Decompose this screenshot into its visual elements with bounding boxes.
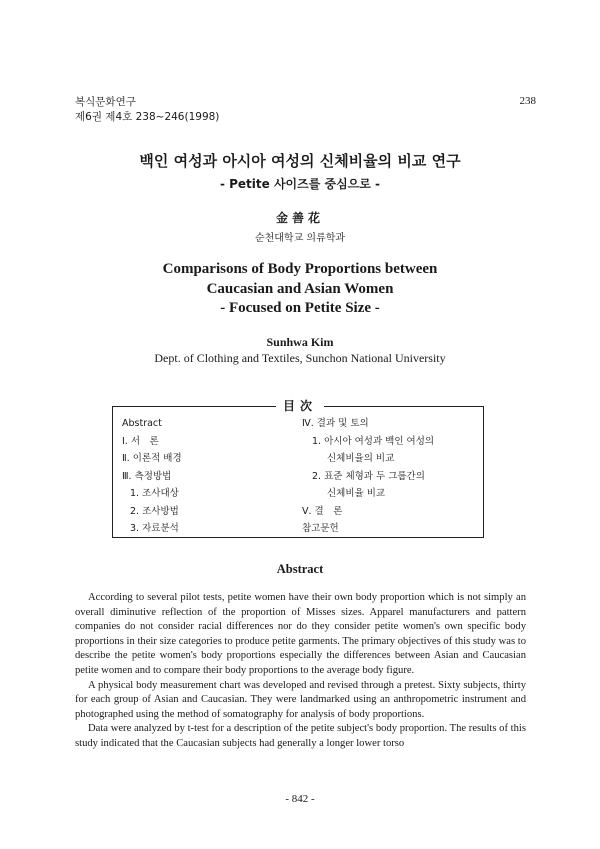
volume-info: 제6권 제4호 238~246(1998) xyxy=(75,111,220,123)
abstract-body xyxy=(75,591,526,752)
toc-item: 1. 아시아 여성과 백인 여성의 xyxy=(312,435,435,447)
abstract-paragraph: A physical body measurement chart was developed and revised through a pretest. Sixty subjects, thirty for each group of Asian and Caucasian. They were landmarked using an anthropometric instrument and photographed using the method of somatography for analysis of body proportions. xyxy=(75,679,526,720)
toc-item: 신체비율의 비교 xyxy=(327,453,395,464)
affiliation-english: Dept. of Clothing and Textiles, Sunchon National University xyxy=(154,351,446,365)
abstract-heading: Abstract xyxy=(276,562,324,576)
toc-item: 1. 조사대상 xyxy=(130,488,179,499)
toc-item: 2. 표준 체형과 두 그룹간의 xyxy=(312,470,425,482)
abstract-paragraph: According to several pilot tests, petite women have their own body proportion which is not simply an overall diminutive reflection of the proportion of Misses sizes. Apparel manufacturers and pattern companies do not consider racial differences nor do they consider petite women's own specific body proportions in their size categories to produce petite garments. The primary objectives of this study was to describe the petite women's body proportions especially the differences between Asian and Caucasian petite women and to compare their body proportions to the average body figure. xyxy=(75,592,526,676)
toc-item: 참고문헌 xyxy=(302,523,339,534)
english-title xyxy=(0,260,600,319)
page-number: 238 xyxy=(519,95,536,107)
english-title-line: Comparisons of Body Proportions between xyxy=(162,261,438,277)
toc-item: 2. 조사방법 xyxy=(130,505,179,517)
toc-right-column xyxy=(302,415,434,538)
affiliation-korean: 순천대학교 의류학과 xyxy=(254,233,346,244)
english-title-line: Caucasian and Asian Women xyxy=(206,280,394,297)
toc-left-column xyxy=(122,415,182,538)
toc-item: Ⅴ. 결 론 xyxy=(302,505,343,517)
toc-item: 신체비율 비교 xyxy=(327,488,386,499)
korean-title: 백인 여성과 아시아 여성의 신체비율의 비교 연구 xyxy=(139,152,461,170)
toc-item: Ⅰ. 서 론 xyxy=(122,435,159,447)
korean-subtitle: - Petite 사이즈를 중심으로 - xyxy=(219,177,381,191)
author-english: Sunhwa Kim xyxy=(266,335,334,349)
toc-item: 3. 자료분석 xyxy=(130,523,179,534)
toc-heading: 目次 xyxy=(276,397,324,414)
abstract-paragraph: Data were analyzed by t-test for a description of the petite subject's body proportion. The results of this study indicated that the Caucasian subjects had generally a longer lower torso xyxy=(75,723,526,749)
toc-item: Ⅳ. 결과 및 토의 xyxy=(302,418,369,429)
toc-item: Ⅲ. 측정방법 xyxy=(122,470,172,482)
page-footer: - 842 - xyxy=(285,793,315,805)
journal-name: 복식문화연구 xyxy=(75,96,136,108)
toc-item: Ⅱ. 이론적 배경 xyxy=(122,453,182,464)
english-subtitle: - Focused on Petite Size - xyxy=(220,300,380,316)
toc-item: Abstract xyxy=(122,418,162,429)
author-korean: 金善花 xyxy=(275,211,324,225)
journal-info xyxy=(75,95,219,125)
